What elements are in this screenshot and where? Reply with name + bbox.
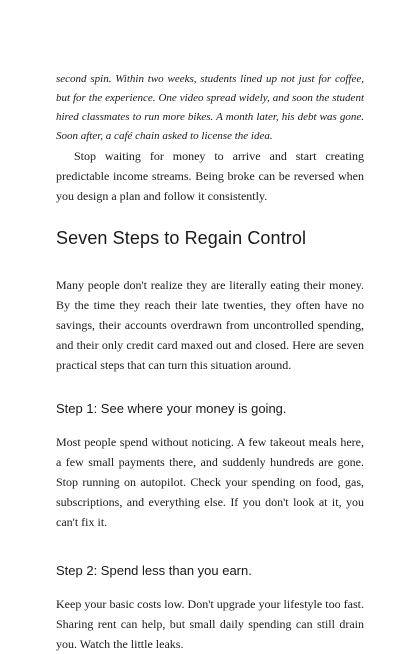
step-2-body: Keep your basic costs low. Don't upgrade your lifestyle too fast. Sharing rent can help, but small daily spending can still drain you. Watch the little leaks. [56,597,364,651]
step-1-heading-wrap [56,401,364,416]
section-intro-paragraph: Many people don't realize they are literally eating their money. By the time they reach their late twenties, they often have no savings, their accounts overdrawn from uncontrolled spending, and their only credit card maxed out and closed. Here are seven practical steps that can turn this situation around. [56,278,364,372]
closing-paragraph: Stop waiting for money to arrive and start creating predictable income streams. Being broke can be reversed when you design a plan and follow it consistently. [56,149,364,203]
step-1-heading: Step 1: See where your money is going. [56,401,287,416]
step-2-heading: Step 2: Spend less than you earn. [56,563,252,578]
section-heading-wrap [56,228,364,249]
step-1-body: Most people spend without noticing. A few takeout meals here, a few small payments there, and suddenly hundreds are gone. Stop running on autopilot. Check your spending on food, gas, subscriptions, and everything else. If you don't look at it, you can't fix it. [56,435,364,529]
section-title: Seven Steps to Regain Control [56,228,307,248]
book-page [56,70,364,654]
step-2-heading-wrap [56,563,364,578]
continued-story-paragraph: second spin. Within two weeks, students lined up not just for coffee, but for the experience. One video spread widely, and soon the student hired classmates to run more bikes. A month later, his debt was gone. Soon after, a café chain asked to license the idea. [56,73,364,142]
